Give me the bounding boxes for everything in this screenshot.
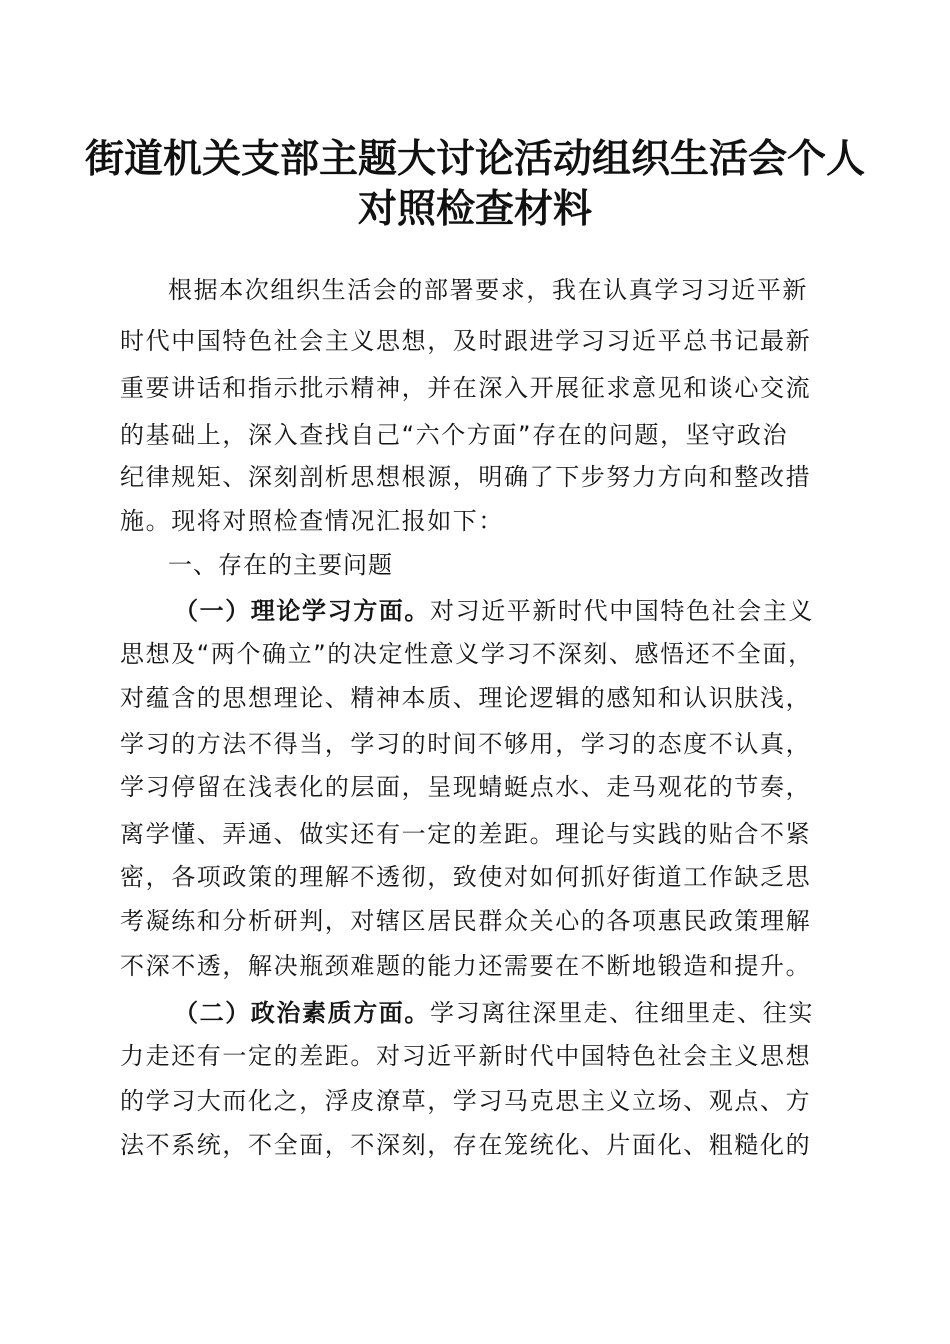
item1-first-line-text: 对习近平新时代中国特色社会主义 [430, 597, 814, 625]
item2-first-line-text: 学习离往深里走、往细里走、往实 [430, 999, 814, 1027]
item1-line-4: 学习的方法不得当，学习的时间不够用，学习的态度不认真， [120, 730, 812, 758]
item1-line-5: 学习停留在浅表化的层面，呈现蜻蜓点水、走马观花的节奏， [120, 773, 812, 801]
intro-line-6: 施。现将对照检查情况汇报如下： [120, 507, 504, 535]
item2-line-3: 的学习大而化之，浮皮潦草，学习马克思主义立场、观点、方 [120, 1087, 812, 1115]
item1-line-7: 密，各项政策的理解不透彻，致使对如何抓好街道工作缺乏思 [120, 863, 812, 891]
item1-line-2: 思想及“两个确立”的决定性意义学习不深刻、感悟还不全面， [120, 640, 814, 668]
item1-first-line [174, 596, 832, 626]
item1-label: （一）理论学习方面。 [174, 597, 430, 625]
item1-line-6: 离学懂、弄通、做实还有一定的差距。理论与实践的贴合不紧 [120, 820, 812, 848]
item2-first-line [174, 998, 832, 1028]
item1-line-9: 不深不透，解决瓶颈难题的能力还需要在不断地锻造和提升。 [120, 952, 812, 980]
intro-line-1: 根据本次组织生活会的部署要求，我在认真学习习近平新 [168, 276, 808, 304]
item1-line-3: 对蕴含的思想理论、精神本质、理论逻辑的感知和认识肤浅， [120, 684, 812, 712]
item1-line-8: 考凝练和分析研判，对辖区居民群众关心的各项惠民政策理解 [120, 907, 812, 935]
item2-label: （二）政治素质方面。 [174, 999, 430, 1027]
intro-line-4: 的基础上，深入查找自己“六个方面”存在的问题，坚守政治 [120, 421, 789, 449]
intro-line-2: 时代中国特色社会主义思想，及时跟进学习习近平总书记最新 [120, 327, 812, 355]
intro-line-3: 重要讲话和指示批示精神，并在深入开展征求意见和谈心交流 [120, 374, 812, 402]
document-title-line-1: 街道机关支部主题大讨论活动组织生活会个人 [84, 136, 865, 182]
item2-line-2: 力走还有一定的差距。对习近平新时代中国特色社会主义思想 [120, 1042, 812, 1070]
intro-line-5: 纪律规矩、深刻剖析思想根源，明确了下步努力方向和整改措 [120, 463, 812, 491]
section-heading-problems: 一、存在的主要问题 [168, 551, 393, 579]
document-title-line-2: 对照检查材料 [357, 186, 592, 232]
item2-line-4: 法不系统，不全面，不深刻，存在笼统化、片面化、粗糙化的 [120, 1131, 812, 1159]
